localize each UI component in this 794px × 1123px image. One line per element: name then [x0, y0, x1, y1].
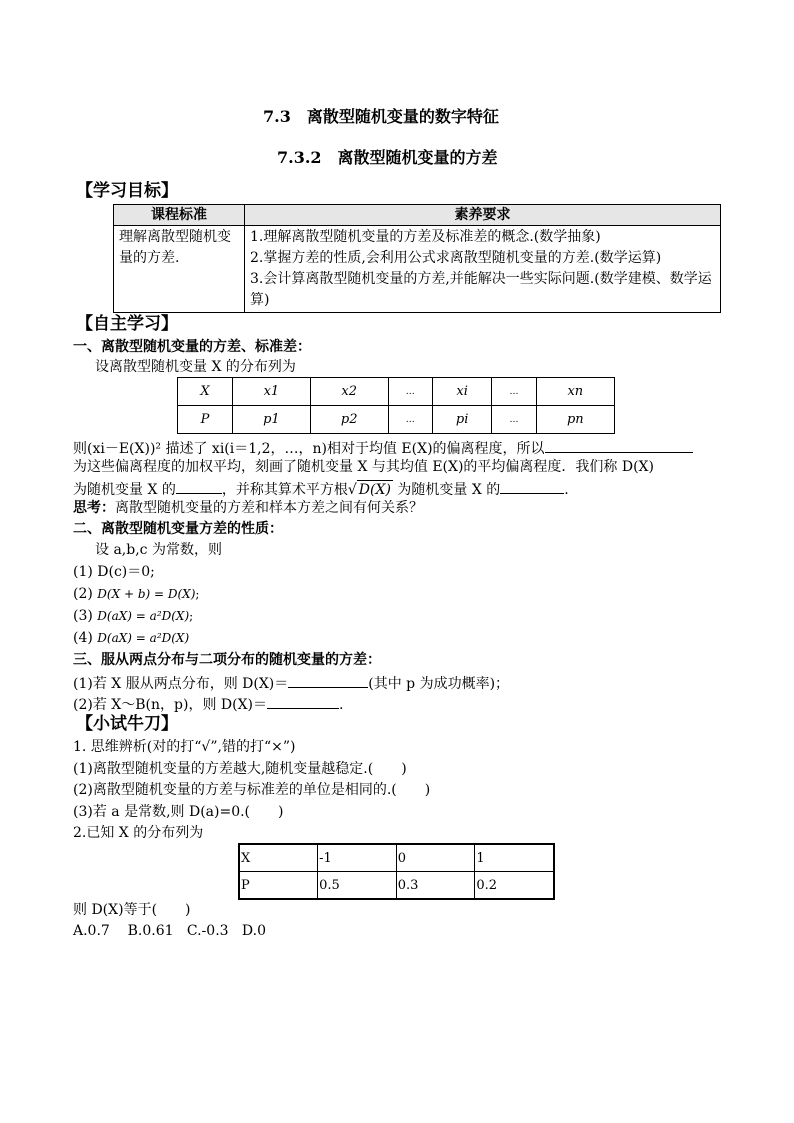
- dist-cell: pn: [536, 406, 614, 434]
- dist-cell: xn: [536, 378, 614, 406]
- variance-line-3-c: 为随机变量 X 的: [397, 482, 501, 498]
- think-text: 离散型随机变量的方差和样本方差之间有何关系？: [115, 500, 423, 516]
- property-2-formula: D(X + b) = D(X): [97, 587, 196, 601]
- goals-col1-header: 课程标准: [114, 205, 245, 226]
- dist-cell: x1: [233, 378, 311, 406]
- binomial-line: [73, 694, 343, 714]
- variance-line-3: [73, 479, 569, 499]
- q2-cell: -1: [318, 844, 397, 872]
- q2-row-x: [239, 844, 554, 872]
- dist-cell: …: [492, 378, 536, 406]
- property-4: [73, 629, 189, 647]
- q2-cell: 0.3: [396, 872, 475, 900]
- goals-heading: 【学习目标】: [76, 181, 178, 201]
- property-2: (2) D(X + b) = D(X);: [73, 586, 200, 602]
- dist-cell: xi: [432, 378, 492, 406]
- question-2-ask: 则 D(X)等于( ): [73, 902, 191, 918]
- two-point-text: (1)若 X 服从两点分布，则 D(X)＝: [73, 676, 289, 692]
- dist-cell: …: [388, 378, 432, 406]
- think-label: 思考：: [73, 500, 115, 516]
- question-1: 1. 思维辨析(对的打“√”,错的打“×”): [73, 739, 296, 755]
- goals-table: [113, 204, 721, 313]
- dist-cell: p1: [233, 406, 311, 434]
- q2-cell: 0.2: [475, 872, 554, 900]
- variance-line-3-d: .: [564, 482, 569, 498]
- property-4-formula: D(aX) = a²D(X): [97, 631, 190, 645]
- property-3-label: (3): [73, 608, 93, 624]
- q2-cell: 1: [475, 844, 554, 872]
- self-study-heading: 【自主学习】: [76, 314, 178, 334]
- property-3: (3) D(aX) = a²D(X);: [73, 608, 194, 624]
- variance-line-2: 为这些偏离程度的加权平均，刻画了随机变量 X 与其均值 E(X)的平均偏离程度．我们称 D(X): [73, 459, 654, 475]
- q2-cell: X: [239, 844, 318, 872]
- property-3-formula: D(aX) = a²D(X): [97, 609, 190, 623]
- q2-cell: 0.5: [318, 872, 397, 900]
- page-subtitle: 7.3.2 离散型随机变量的方差: [277, 148, 498, 167]
- question-1-2: (2)离散型随机变量的方差与标准差的单位是相同的.( ): [73, 782, 431, 798]
- q2-row-p: [239, 872, 554, 900]
- variance-line-1-text: 则(xi－E(X))² 描述了 xi(i＝1,2，…，n)相对于均值 E(X)的偏离程度，所以: [73, 441, 545, 457]
- think-line: [73, 499, 423, 517]
- variance-line-3-a: 为随机变量 X 的: [73, 482, 176, 498]
- two-point-note: (其中 p 为成功概率)；: [368, 676, 510, 692]
- goals-req-2: 2.掌握方差的性质,会利用公式求离散型随机变量的方差.(数学运算): [250, 250, 662, 266]
- dist-cell: x2: [310, 378, 388, 406]
- binomial-text: (2)若 X～B(n，p)，则 D(X)＝: [73, 697, 268, 713]
- variance-line-1: [73, 438, 693, 458]
- props-intro: 设 a,b,c 为常数，则: [95, 542, 222, 558]
- goals-standard: 理解离散型随机变量的方差.: [114, 226, 245, 313]
- question-1-1: (1)离散型随机变量的方差越大,随机变量越稳定.( ): [73, 761, 407, 777]
- dist-cell: pi: [432, 406, 492, 434]
- answer-blank[interactable]: [545, 438, 693, 453]
- dist-cell: …: [492, 406, 536, 434]
- property-2-label: (2): [73, 586, 93, 602]
- goals-req-3: 3.会计算离散型随机变量的方差,并能解决一些实际问题.(数学建模、数学运算): [250, 271, 712, 308]
- part2-heading: 二、离散型随机变量方差的性质：: [73, 521, 283, 537]
- sqrt-sign: √: [347, 482, 357, 498]
- distribution-table: [177, 377, 615, 434]
- dist-cell: P: [178, 406, 233, 434]
- binomial-end: .: [339, 697, 344, 713]
- two-point-line: [73, 673, 509, 693]
- dist-intro: 设离散型随机变量 X 的分布列为: [95, 359, 296, 375]
- property-1: (1) D(c)＝0;: [73, 564, 155, 580]
- answer-blank[interactable]: [267, 694, 339, 709]
- property-4-label: (4): [73, 630, 93, 646]
- dist-cell: X: [178, 378, 233, 406]
- page-title: 7.3 离散型随机变量的数字特征: [263, 107, 499, 126]
- goals-req-1: 1.理解离散型随机变量的方差及标准差的概念.(数学抽象): [250, 229, 601, 245]
- dist-row-p: [178, 406, 615, 434]
- answer-blank[interactable]: [500, 479, 564, 494]
- dist-cell: …: [388, 406, 432, 434]
- goals-col2-header: 素养要求: [245, 205, 721, 226]
- question-2: 2.已知 X 的分布列为: [73, 825, 204, 841]
- dist-row-x: [178, 378, 615, 406]
- dist-cell: p2: [310, 406, 388, 434]
- goals-requirements: [245, 226, 721, 313]
- q2-cell: P: [239, 872, 318, 900]
- practice-heading: 【小试牛刀】: [76, 714, 178, 734]
- part3-heading: 三、服从两点分布与二项分布的随机变量的方差：: [73, 652, 381, 668]
- q2-cell: 0: [396, 844, 475, 872]
- question-2-options: A.0.7 B.0.61 C.-0.3 D.0: [73, 923, 266, 939]
- part1-heading: 一、离散型随机变量的方差、标准差：: [73, 339, 311, 355]
- sqrt-expression: D(X): [358, 482, 391, 498]
- variance-line-3-b: ，并称其算术平方根: [221, 482, 348, 498]
- question-2-table: [238, 843, 555, 900]
- answer-blank[interactable]: [288, 673, 368, 688]
- question-1-3: (3)若 a 是常数,则 D(a)=0.( ): [73, 804, 284, 820]
- answer-blank[interactable]: [176, 479, 222, 494]
